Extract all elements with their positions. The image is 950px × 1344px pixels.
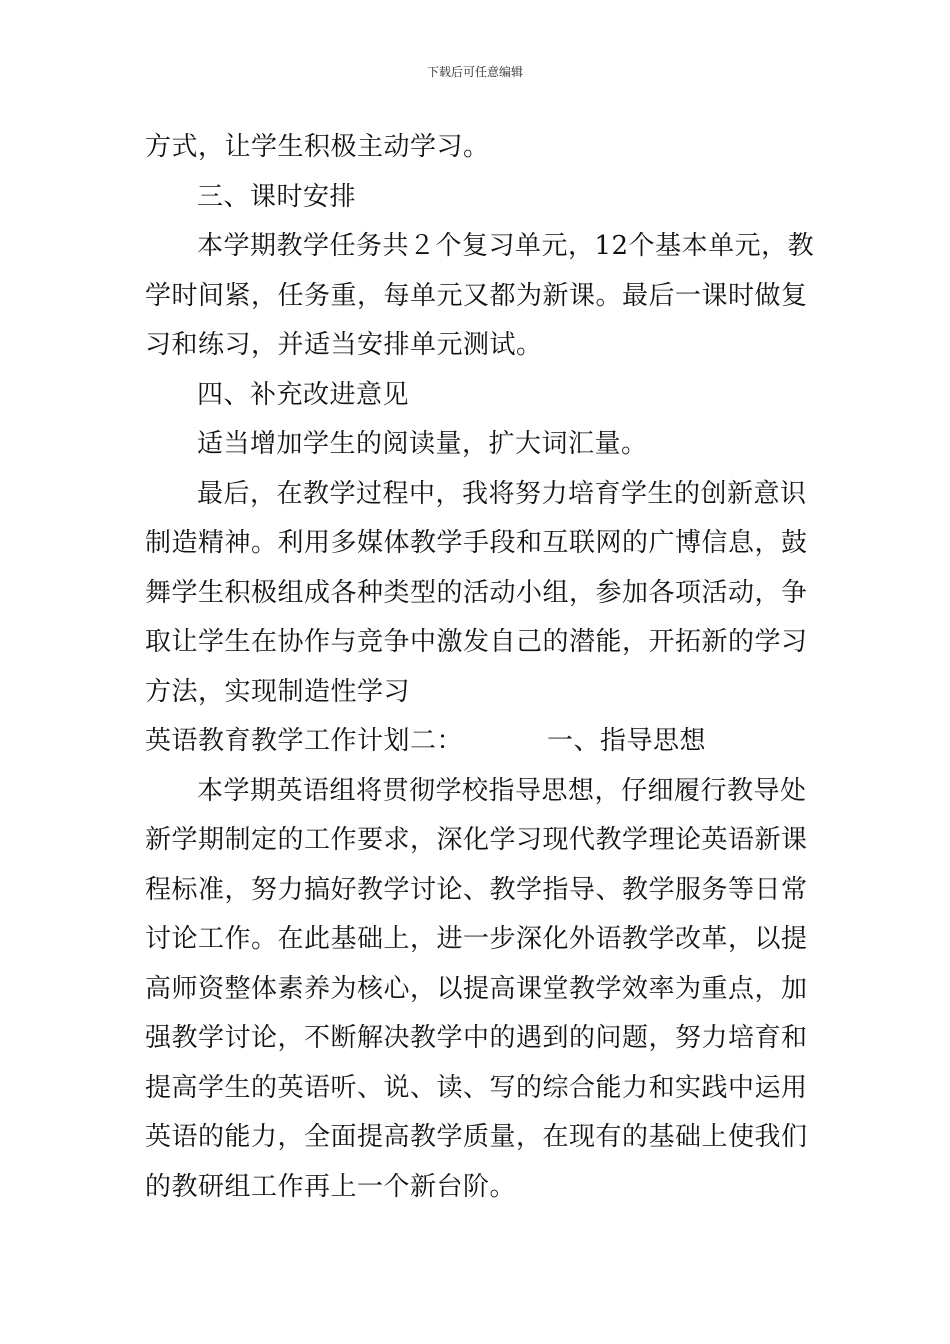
paragraph-line: 习和练习，并适当安排单元测试。 — [145, 330, 543, 360]
paragraph-line: 讨论工作。在此基础上，进一步深化外语教学改革，以提 — [145, 924, 808, 954]
paragraph-line: 舞学生积极组成各种类型的活动小组，参加各项活动，争 — [145, 577, 808, 608]
paragraph-line: 本学期英语组将贯彻学校指导思想，仔细履行教导处 — [197, 775, 807, 806]
paragraph-line: 提高学生的英语听、说、读、写的综合能力和实践中运用 — [145, 1072, 808, 1103]
paragraph-line: 英语的能力，全面提高教学质量，在现有的基础上使我们 — [145, 1122, 808, 1152]
document-body — [145, 123, 815, 1212]
paragraph-line: 取让学生在协作与竞争中激发自己的潜能，开拓新的学习 — [145, 627, 808, 657]
section-heading-guiding-thought: 一、指导思想 — [547, 726, 707, 756]
plan-title-line — [145, 717, 810, 767]
page-header: 下载后可任意编辑 — [426, 65, 523, 79]
paragraph-line: 制造精神。利用多媒体教学手段和互联网的广博信息，鼓 — [145, 528, 808, 558]
section-heading-schedule: 三、课时安排 — [197, 181, 357, 212]
paragraph-line: 适当增加学生的阅读量，扩大词汇量。 — [197, 429, 648, 459]
paragraph-line: 新学期制定的工作要求，深化学习现代教学理论英语新课 — [145, 825, 808, 855]
paragraph-line: 高师资整体素养为核心，以提高课堂教学效率为重点，加 — [145, 973, 808, 1004]
paragraph-line: 本学期教学任务共２个复习单元，12个基本单元，教 — [197, 231, 815, 261]
paragraph-line: 的教研组工作再上一个新台阶。 — [145, 1171, 517, 1202]
section-heading-suggestions: 四、补充改进意见 — [197, 379, 410, 410]
paragraph-line: 强教学讨论，不断解决教学中的遇到的问题，努力培育和 — [145, 1023, 808, 1053]
paragraph-line: 程标准，努力搞好教学讨论、教学指导、教学服务等日常 — [145, 874, 808, 905]
paragraph-line: 学时间紧，任务重，每单元又都为新课。最后一课时做复 — [145, 280, 808, 311]
plan-title: 英语教育教学工作计划二： — [145, 726, 464, 756]
paragraph-line: 方式，让学生积极主动学习。 — [145, 132, 490, 162]
paragraph-line: 最后，在教学过程中，我将努力培育学生的创新意识 — [197, 478, 807, 509]
paragraph-line: 方法，实现制造性学习 — [145, 676, 411, 707]
